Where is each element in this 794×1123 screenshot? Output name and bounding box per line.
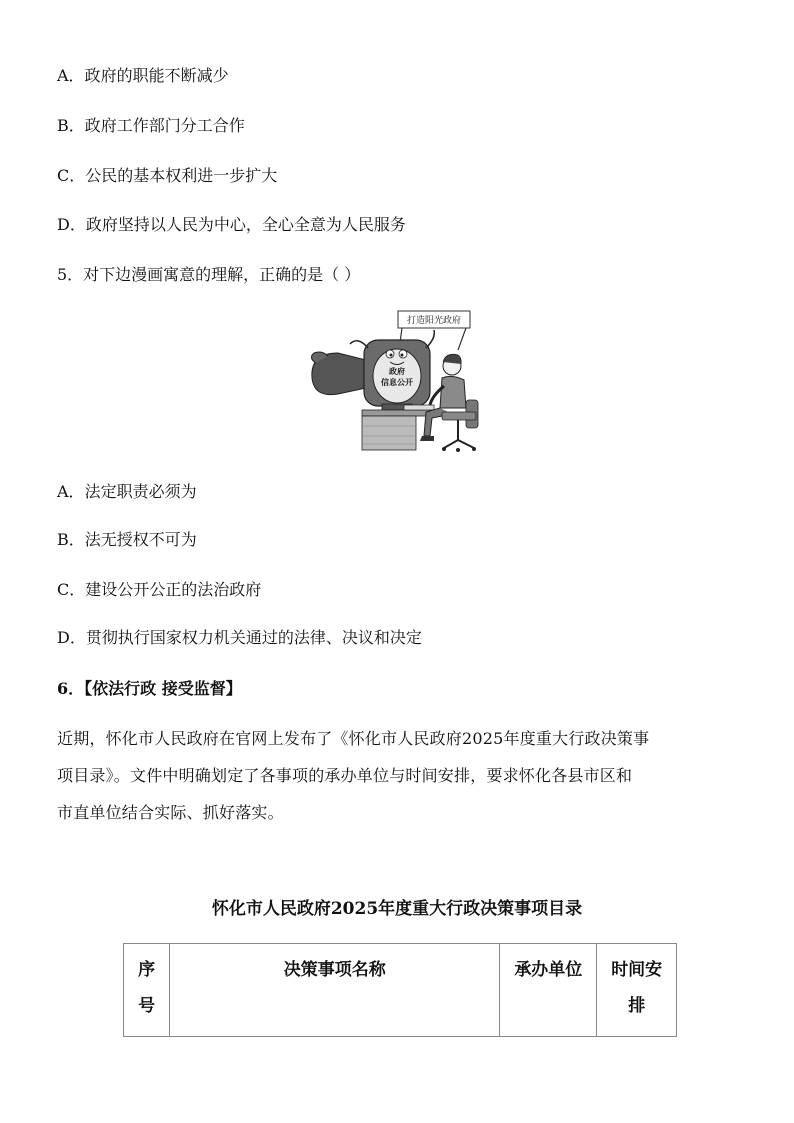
q4-option-a [57, 66, 229, 86]
cartoon-illustration [306, 308, 488, 456]
q4-option-b [57, 116, 245, 136]
q5-option-c [57, 580, 261, 600]
screen-text-2: 信息公开 [381, 378, 413, 387]
table-header-row [124, 944, 677, 1037]
option-letter: B． [57, 530, 85, 549]
screen-text-1: 政府 [389, 367, 405, 376]
header-schedule: 时间安 排 [597, 944, 677, 1037]
desk-body [362, 416, 416, 450]
q5-stem: 5．对下边漫画寓意的理解，正确的是（ ） [57, 265, 361, 284]
q6-number: 6． [57, 679, 85, 698]
q6-heading [57, 679, 242, 699]
q5-option-a [57, 482, 197, 502]
option-letter: D． [57, 628, 86, 647]
decision-table [123, 943, 677, 1037]
option-text: 公民的基本权利进一步扩大 [85, 166, 278, 185]
option-letter: A． [57, 66, 85, 85]
option-text: 政府坚持以人民为中心，全心全意为人民服务 [85, 215, 406, 234]
header-item-name: 决策事项名称 [170, 944, 500, 1037]
q6-paragraph [57, 720, 747, 831]
cartoon-sign-text: 打造阳光政府 [406, 316, 462, 326]
option-text: 法无授权不可为 [84, 530, 197, 549]
option-text: 建设公开公正的法治政府 [85, 580, 262, 599]
option-letter: B． [57, 116, 85, 135]
option-text: 贯彻执行国家权力机关通过的法律、决议和决定 [85, 628, 422, 647]
q6-heading-text: 【依法行政 接受监督】 [84, 679, 242, 698]
q4-option-d [57, 215, 406, 235]
option-letter: C． [57, 166, 86, 185]
q6-paragraph-line-2: 项目录》。文件中明确划定了各事项的承办单位与时间安排，要求怀化各县市区和 [57, 766, 633, 785]
option-letter: D． [57, 215, 86, 234]
option-text: 政府工作部门分工合作 [84, 116, 245, 135]
header-responsible-unit: 承办单位 [500, 944, 597, 1037]
person-body [440, 376, 466, 408]
q5-option-b [57, 530, 197, 550]
table-title: 怀化市人民政府2025年度重大行政决策事项目录 [211, 899, 583, 919]
option-letter: C． [57, 580, 86, 599]
q6-paragraph-line-1: 近期，怀化市人民政府在官网上发布了《怀化市人民政府2025年度重大行政决策事 [57, 729, 650, 748]
monitor-screen [373, 349, 421, 403]
option-text: 政府的职能不断减少 [84, 66, 229, 85]
q6-paragraph-line-3: 市直单位结合实际、抓好落实。 [57, 803, 284, 822]
option-letter: A． [57, 482, 85, 501]
option-text: 法定职责必须为 [84, 482, 197, 501]
q4-option-c [57, 166, 277, 186]
q5-option-d [57, 628, 422, 648]
header-serial-no: 序 号 [124, 944, 170, 1037]
